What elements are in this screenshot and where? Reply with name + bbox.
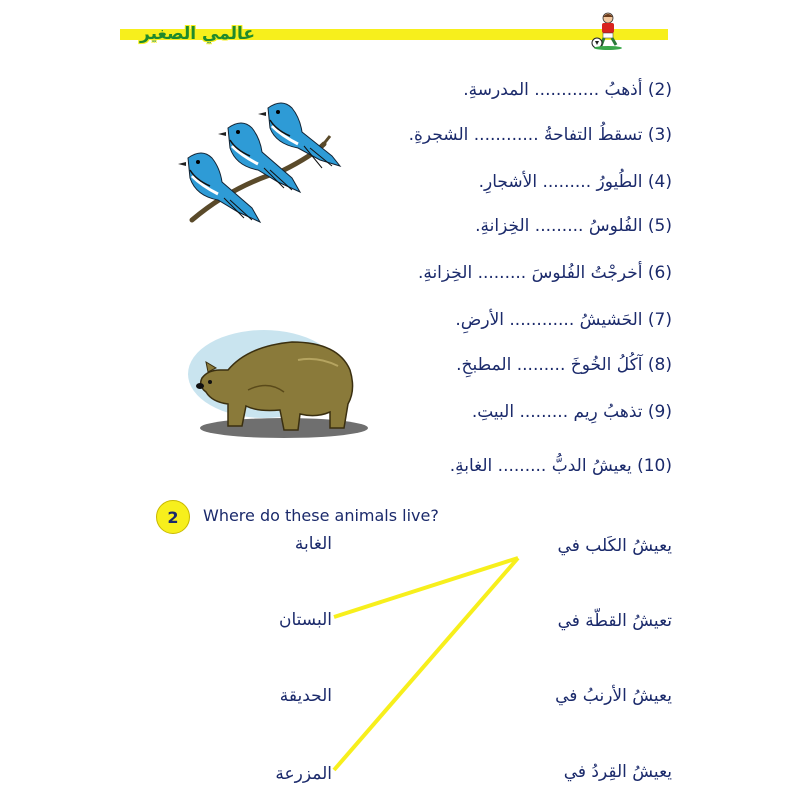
header-title: عالمي الصغير <box>140 24 255 44</box>
sentence-item: (8) آكُلُ الخُوخَ ......... المطبخِ. <box>456 355 672 375</box>
match-right-item[interactable]: يعيشُ القِردُ في <box>563 762 672 782</box>
match-left-item[interactable]: الحديقة <box>279 686 332 706</box>
sentence-item: (5) الفُلوسُ ......... الخِزانةِ. <box>475 216 672 236</box>
section-instruction: Where do these animals live? <box>203 506 439 525</box>
match-left-item[interactable]: البستان <box>279 610 332 630</box>
sentence-item: (3) تسقطُ التفاحةُ ............ الشجرةِ. <box>408 125 672 145</box>
sentence-item: (9) تذهبُ رِيم ......... البيتِ. <box>471 402 672 422</box>
match-right-item[interactable]: يعيشُ الكَلب في <box>557 536 672 556</box>
blue-jays-illustration <box>172 96 350 230</box>
sentence-item: (7) الحَشيشُ ............ الأرضِ. <box>455 310 672 330</box>
match-right-item[interactable]: يعيشُ الأرنبُ في <box>555 686 672 706</box>
sentence-item: (6) أخرجْتُ الفُلوسَ ......... الخِزانةِ. <box>417 263 672 283</box>
sentence-item: (10) يعيشُ الدبُّ ......... الغابةِ. <box>449 456 672 476</box>
match-left-item[interactable]: الغابة <box>294 534 332 554</box>
soccer-player-icon <box>588 10 628 50</box>
match-line <box>334 558 518 617</box>
match-left-item[interactable]: المزرعة <box>275 764 332 784</box>
match-right-item[interactable]: تعيشُ القطّة في <box>557 611 672 631</box>
bear-illustration <box>188 330 368 442</box>
match-line <box>334 558 518 770</box>
section-number-badge: 2 <box>156 500 190 534</box>
sentence-item: (4) الطُيورُ ......... الأشجارِ. <box>478 172 672 192</box>
sentence-item: (2) أذهبُ ............ المدرسةِ. <box>463 80 672 100</box>
